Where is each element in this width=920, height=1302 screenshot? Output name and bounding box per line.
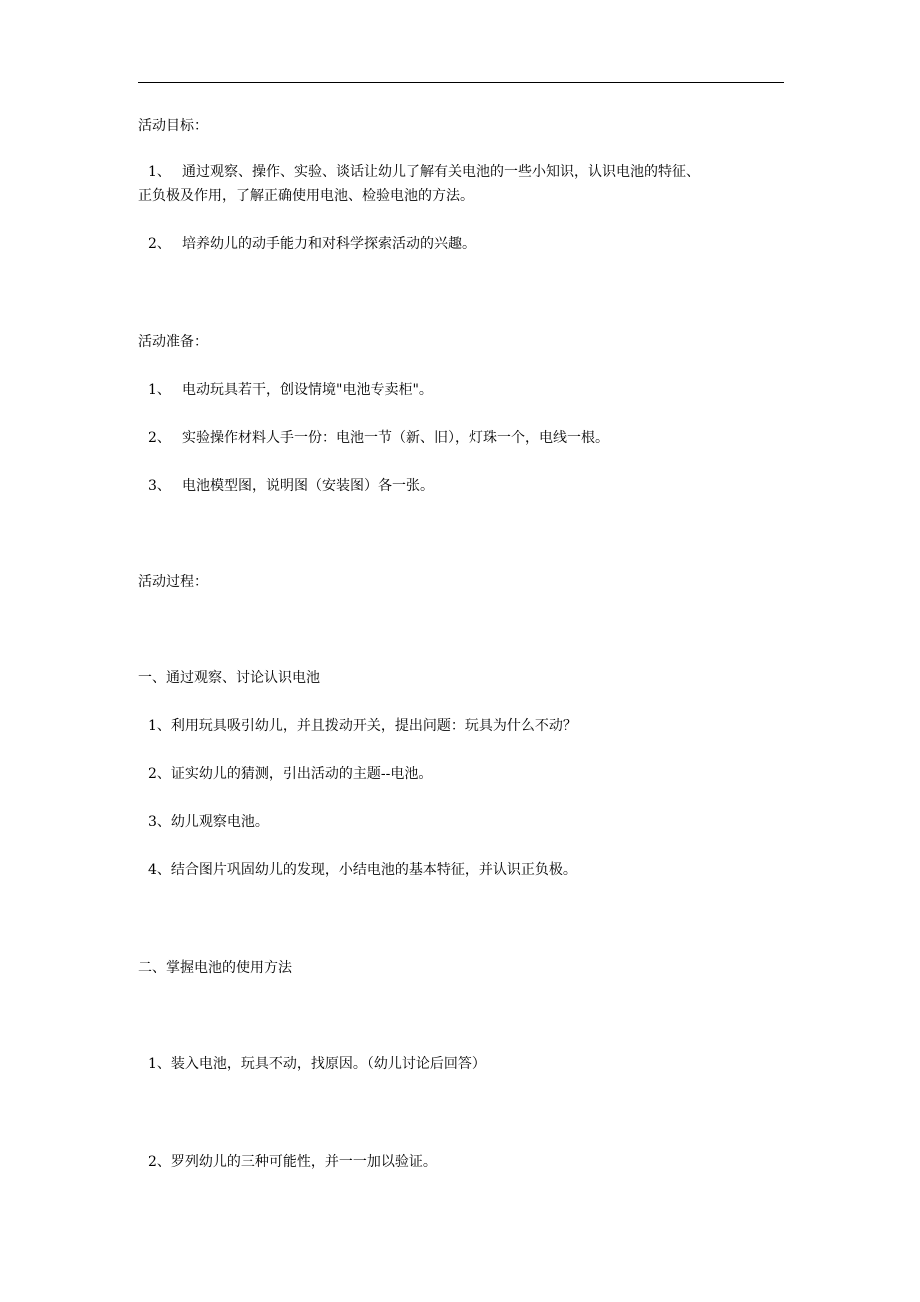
process-part1-heading: 一、通过观察、讨论认识电池	[138, 670, 320, 686]
goals-item-2-text: 培养幼儿的动手能力和对科学探索活动的兴趣。	[182, 236, 476, 252]
goals-item-1-text: 通过观察、操作、实验、谈话让幼儿了解有关电池的一些小知识，认识电池的特征、	[182, 164, 700, 180]
process-part1-item-2: 2、证实幼儿的猜测，引出活动的主题--电池。	[148, 766, 433, 782]
process-part2-item-1: 1、装入电池，玩具不动，找原因。（幼儿讨论后回答）	[148, 1056, 486, 1072]
prep-item-2-number: 2、	[148, 430, 171, 446]
prep-item-2-text: 实验操作材料人手一份：电池一节（新、旧），灯珠一个，电线一根。	[182, 430, 609, 446]
prep-item-3-text: 电池模型图，说明图（安装图）各一张。	[182, 478, 434, 494]
goals-item-1-continuation: 正负极及作用，了解正确使用电池、检验电池的方法。	[138, 188, 474, 204]
process-part1-item-4: 4、结合图片巩固幼儿的发现，小结电池的基本特征，并认识正负极。	[148, 862, 577, 878]
prep-heading: 活动准备：	[138, 334, 208, 350]
goals-item-2	[148, 234, 476, 254]
process-part1-item-3: 3、幼儿观察电池。	[148, 814, 269, 830]
process-part2-heading: 二、掌握电池的使用方法	[138, 960, 292, 976]
process-part1-item-1: 1、利用玩具吸引幼儿，并且拨动开关，提出问题：玩具为什么不动？	[148, 718, 577, 734]
prep-item-1-number: 1、	[148, 382, 171, 398]
goals-heading: 活动目标：	[138, 118, 208, 134]
process-part2-item-2: 2、罗列幼儿的三种可能性，并一一加以验证。	[148, 1154, 437, 1170]
goals-item-1	[148, 162, 700, 182]
prep-item-3-number: 3、	[148, 478, 171, 494]
goals-item-2-number: 2、	[148, 236, 171, 252]
prep-item-1	[148, 380, 433, 400]
prep-item-3	[148, 476, 434, 496]
goals-item-1-number: 1、	[148, 164, 171, 180]
process-heading: 活动过程：	[138, 574, 208, 590]
prep-item-2	[148, 428, 609, 448]
prep-item-1-text: 电动玩具若干，创设情境"电池专卖柜"。	[182, 382, 433, 398]
header-rule	[138, 82, 784, 83]
